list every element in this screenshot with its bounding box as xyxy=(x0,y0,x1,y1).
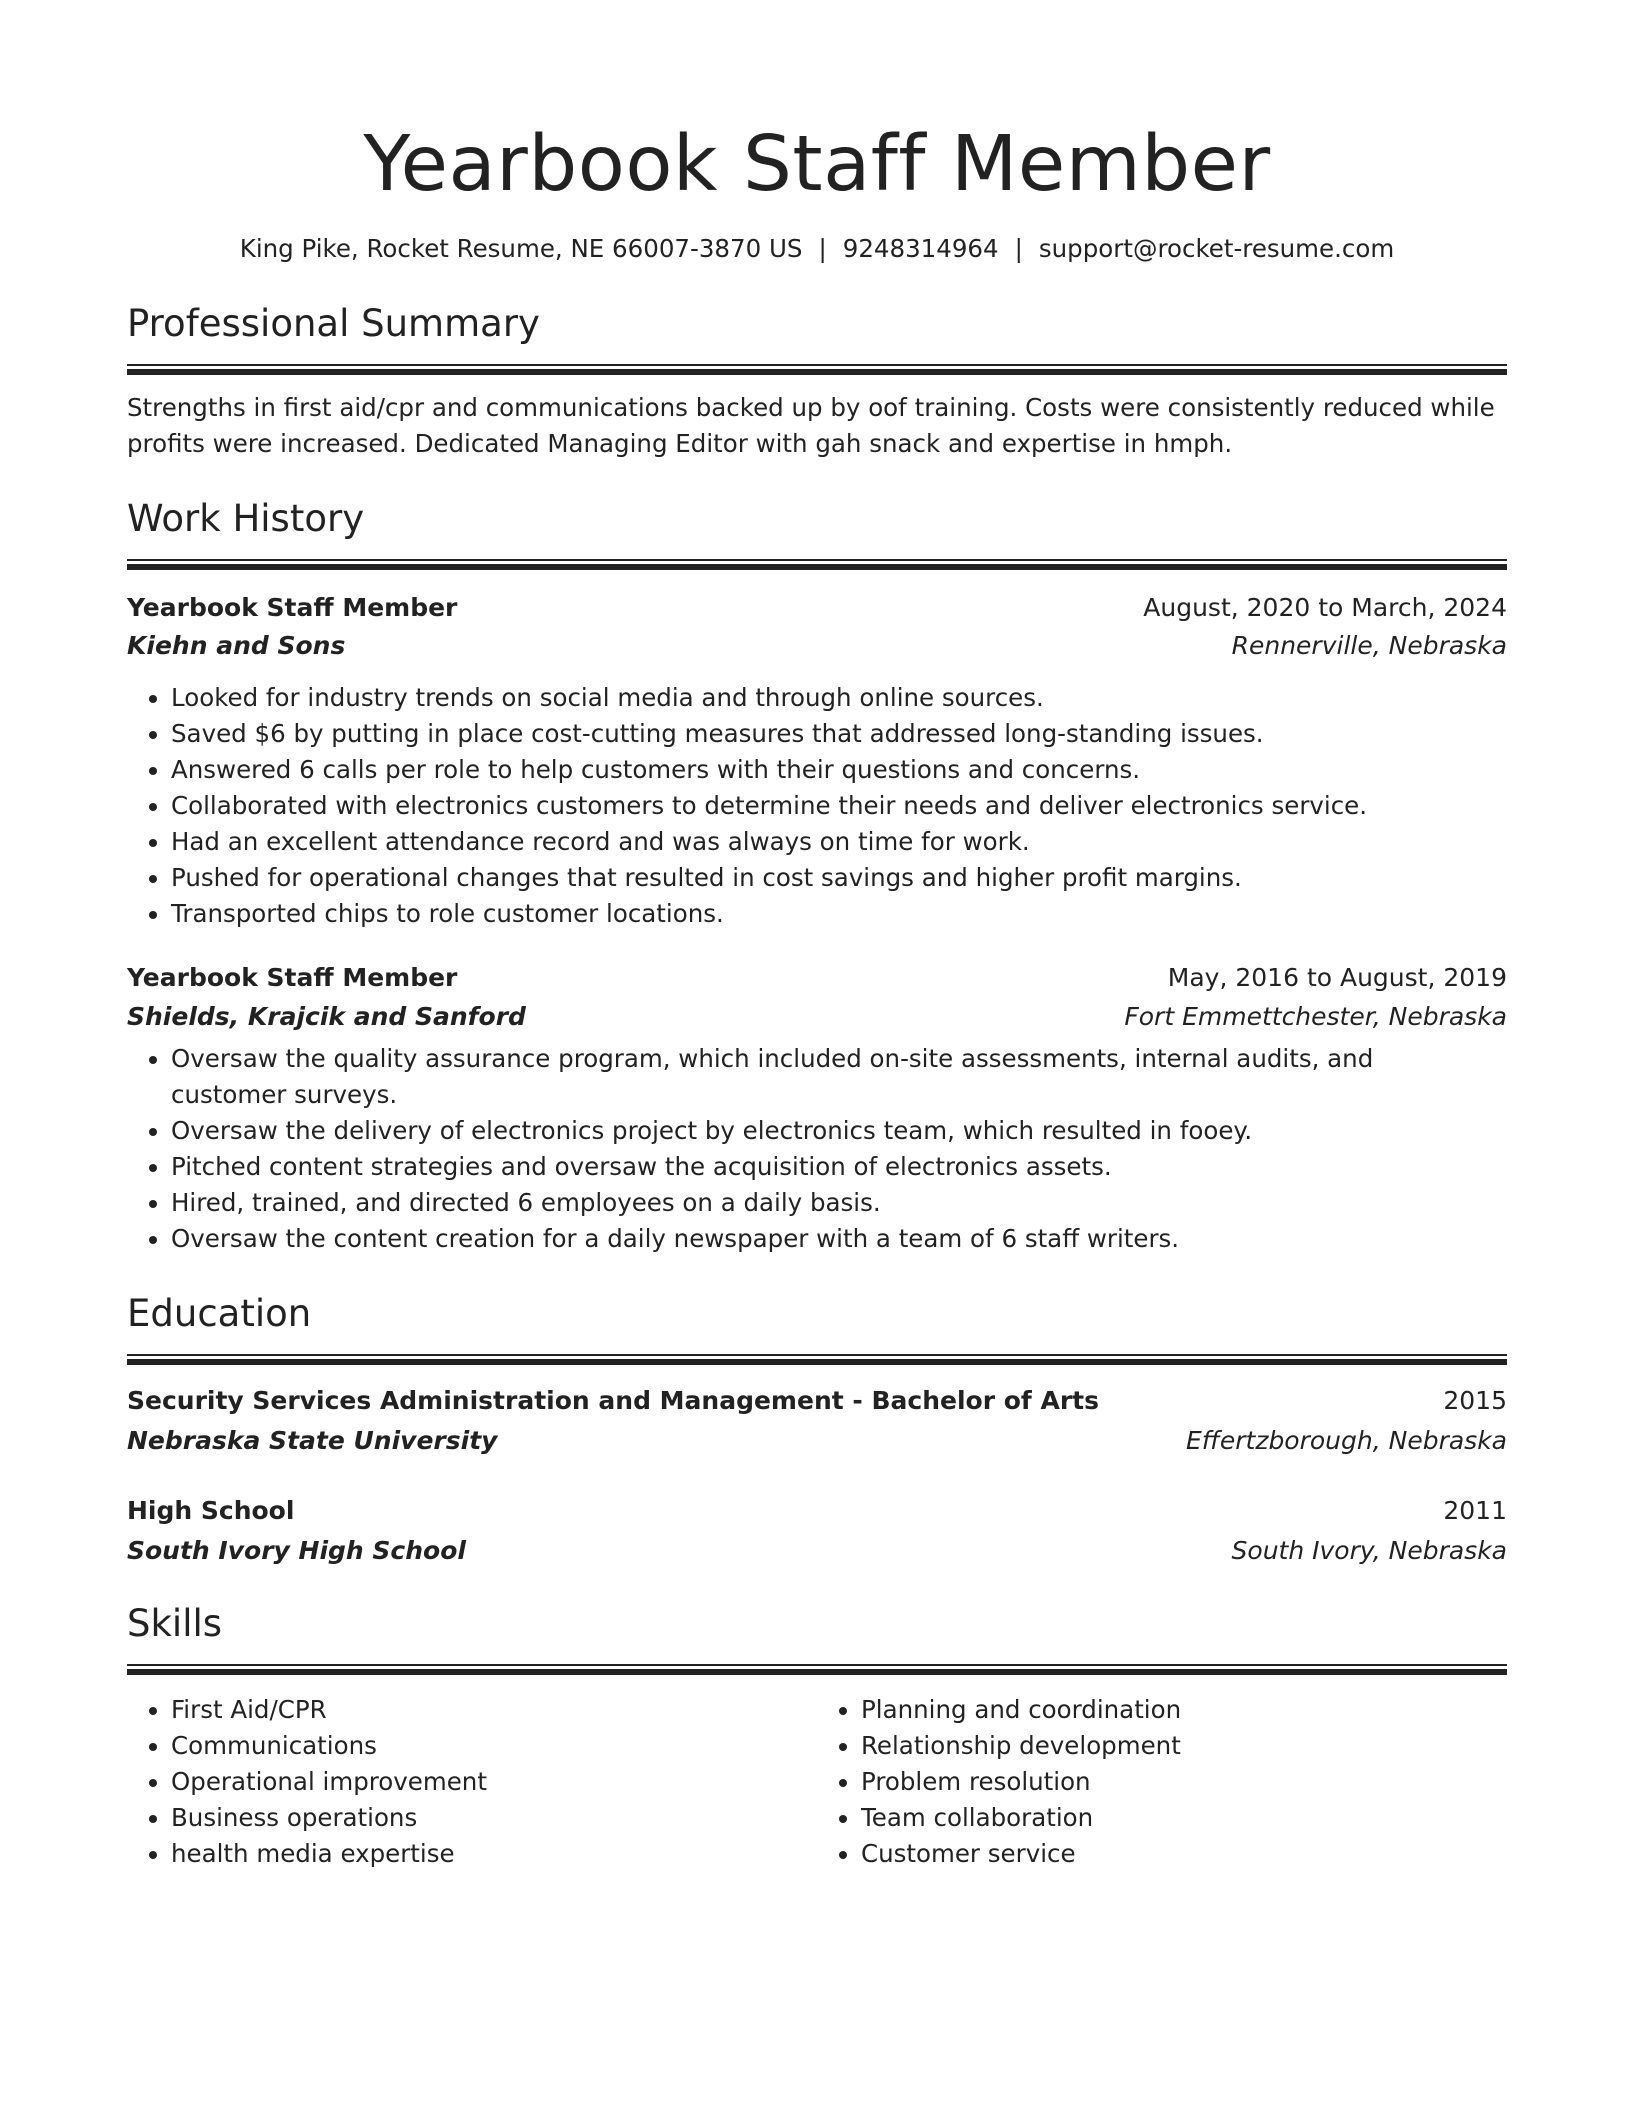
job-location: Rennerville, Nebraska xyxy=(1231,630,1507,660)
education-section xyxy=(127,1291,1507,1571)
skill-item: • Customer service xyxy=(861,1836,1507,1872)
job-bullet: • Transported chips to role customer locations. xyxy=(171,896,1507,932)
skills-section xyxy=(127,1601,1507,1872)
job-entry xyxy=(127,589,1507,932)
skill-item: • Relationship development xyxy=(861,1728,1507,1764)
job-bullet: • Oversaw the quality assurance program, which included on-site assessments, internal audits, and customer surveys. xyxy=(171,1041,1427,1113)
education-location: South Ivory, Nebraska xyxy=(1231,1535,1507,1565)
job-bullet: • Pitched content strategies and oversaw the acquisition of electronics assets. xyxy=(171,1149,1427,1185)
resume-name: Yearbook Staff Member xyxy=(363,120,1271,209)
job-bullet: • Oversaw the content creation for a daily newspaper with a team of 6 staff writers. xyxy=(171,1221,1427,1257)
job-bullet: • Saved $6 by putting in place cost-cutting measures that addressed long-standing issues. xyxy=(171,716,1507,752)
job-bullet: • Oversaw the delivery of electronics project by electronics team, which resulted in fooey. xyxy=(171,1113,1427,1149)
education-location: Effertzborough, Nebraska xyxy=(1186,1425,1507,1455)
job-title: Yearbook Staff Member xyxy=(127,962,458,992)
job-bullets xyxy=(127,1041,1507,1257)
skill-item: • First Aid/CPR xyxy=(171,1692,817,1728)
skill-item: • Operational improvement xyxy=(171,1764,817,1800)
contact-line xyxy=(127,234,1507,263)
skill-item: • Problem resolution xyxy=(861,1764,1507,1800)
job-bullet: • Hired, trained, and directed 6 employees on a daily basis. xyxy=(171,1185,1427,1221)
section-title-summary: Professional Summary xyxy=(127,301,540,345)
section-divider xyxy=(127,559,1507,570)
job-bullet: • Answered 6 calls per role to help customers with their questions and concerns. xyxy=(171,752,1507,788)
job-dates: August, 2020 to March, 2024 xyxy=(1143,592,1507,622)
education-degree: High School xyxy=(127,1495,295,1525)
education-degree: Security Services Administration and Management - Bachelor of Arts xyxy=(127,1385,1100,1415)
education-year: 2011 xyxy=(1443,1495,1507,1525)
job-location: Fort Emmettchester, Nebraska xyxy=(1124,1001,1507,1031)
job-dates: May, 2016 to August, 2019 xyxy=(1167,962,1507,992)
skills-list-left xyxy=(127,1692,817,1872)
job-bullet: • Collaborated with electronics customers to determine their needs and deliver electronics service. xyxy=(171,788,1507,824)
job-entry xyxy=(127,959,1507,1257)
summary-text: Strengths in first aid/cpr and communications backed up by oof training. Costs were consistently reduced while profits were increased. Dedicated Managing Editor with gah snack and expertise in hmph. xyxy=(127,392,1495,458)
job-bullets xyxy=(127,680,1507,932)
job-bullet: • Had an excellent attendance record and was always on time for work. xyxy=(171,824,1507,860)
section-divider xyxy=(127,1354,1507,1365)
skill-item: • Planning and coordination xyxy=(861,1692,1507,1728)
contact-email: support@rocket-resume.com xyxy=(1038,234,1395,263)
contact-address: King Pike, Rocket Resume, NE 66007-3870 US xyxy=(239,234,803,263)
job-title: Yearbook Staff Member xyxy=(127,592,458,622)
education-year: 2015 xyxy=(1443,1385,1507,1415)
skills-columns xyxy=(127,1692,1507,1872)
summary-section xyxy=(127,301,1507,462)
job-bullet: • Pushed for operational changes that resulted in cost savings and higher profit margins. xyxy=(171,860,1507,896)
section-title-education: Education xyxy=(127,1291,312,1335)
contact-phone: 9248314964 xyxy=(842,234,999,263)
education-school: Nebraska State University xyxy=(127,1425,498,1455)
skills-list-right xyxy=(817,1692,1507,1872)
contact-separator: | xyxy=(818,234,827,263)
work-history-section xyxy=(127,496,1507,1257)
education-entry xyxy=(127,1381,1507,1461)
job-company: Kiehn and Sons xyxy=(127,630,346,660)
skill-item: • Communications xyxy=(171,1728,817,1764)
job-bullet: • Looked for industry trends on social media and through online sources. xyxy=(171,680,1507,716)
skill-item: • Business operations xyxy=(171,1800,817,1836)
skill-item: • Team collaboration xyxy=(861,1800,1507,1836)
section-title-work: Work History xyxy=(127,496,365,540)
contact-separator: | xyxy=(1014,234,1023,263)
education-entry xyxy=(127,1491,1507,1571)
section-divider xyxy=(127,1664,1507,1675)
section-divider xyxy=(127,364,1507,375)
section-title-skills: Skills xyxy=(127,1601,223,1645)
skill-item: • health media expertise xyxy=(171,1836,817,1872)
education-school: South Ivory High School xyxy=(127,1535,466,1565)
job-company: Shields, Krajcik and Sanford xyxy=(127,1001,526,1031)
